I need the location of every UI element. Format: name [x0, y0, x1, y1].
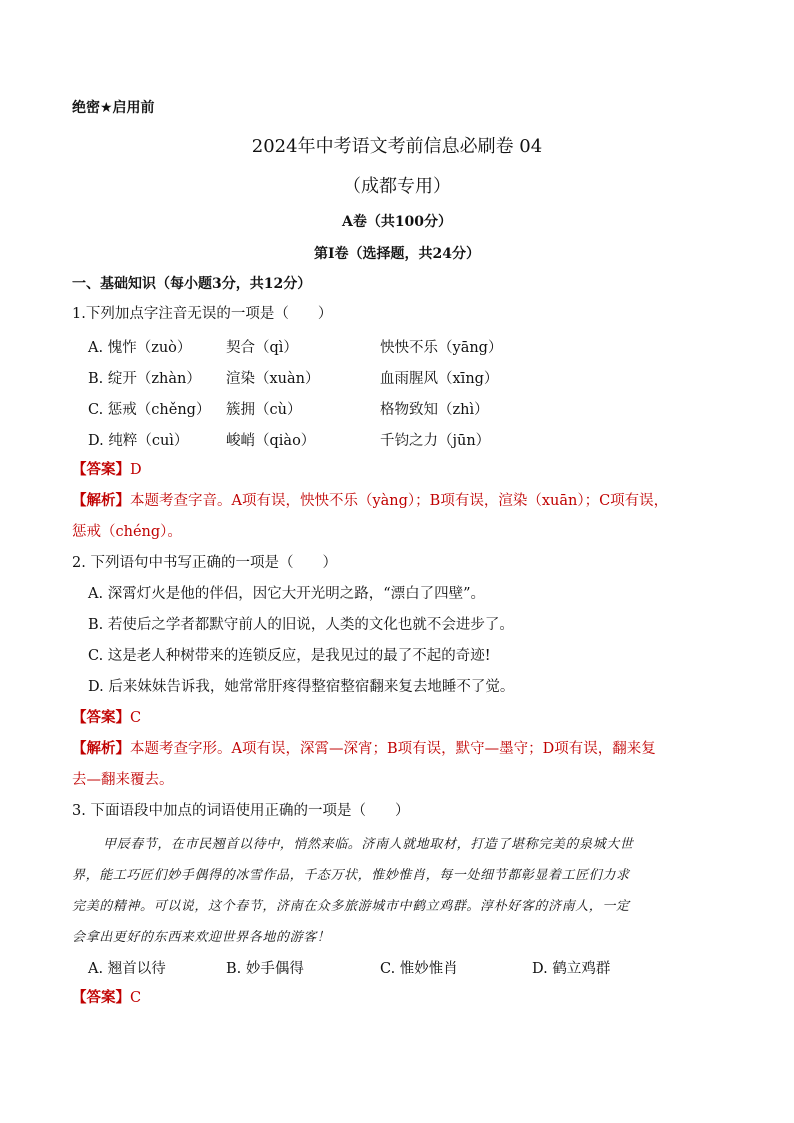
q1-option-c-1: C. 惩戒（chěng）: [88, 402, 211, 418]
q2-option-c: C. 这是老人种树带来的连锁反应，是我见过的最了不起的奇迹!: [88, 648, 491, 664]
exam-title: 2024年中考语文考前信息必刷卷 04: [251, 136, 543, 157]
q2-analysis-cont: 去—翻来覆去。: [72, 772, 174, 788]
analysis-text: 本题考查字音。A项有误，怏怏不乐（yàng）；B项有误，渲染（xuān）；C项有误，: [130, 493, 669, 509]
q1-option-c-3: 格物致知（zhì）: [380, 402, 489, 418]
q3-option-c: C. 惟妙惟肖: [380, 961, 458, 977]
q1-option-a-1: A. 愧怍（zuò）: [88, 340, 192, 356]
exam-subtitle: （成都专用）: [343, 176, 451, 197]
q1-option-d-1: D. 纯粹（cuì）: [88, 433, 189, 449]
q1-option-a-3: 怏怏不乐（yāng）: [380, 340, 503, 356]
answer-tag: 【答案】: [72, 462, 130, 478]
answer-tag: 【答案】: [72, 710, 130, 726]
q3-passage-line-4: 会拿出更好的东西来欢迎世界各地的游客！: [72, 930, 331, 945]
q1-option-d-3: 千钧之力（jūn）: [380, 433, 491, 449]
answer-value: C: [130, 990, 142, 1006]
q1-option-b-1: B. 绽开（zhàn）: [88, 371, 201, 387]
q3-passage-line-2: 界，能工巧匠们妙手偶得的冰雪作品，千态万状，惟妙惟肖，每一处细节都彰显着工匠们力求: [72, 868, 630, 883]
q2-option-d: D. 后来妹妹告诉我，她常常肝疼得整宿整宿翻来复去地睡不了觉。: [88, 679, 515, 695]
q2-option-a: A. 深霄灯火是他的伴侣，因它大开光明之路，“漂白了四壁”。: [88, 586, 486, 602]
question-2-stem: 2. 下列语句中书写正确的一项是（ ）: [72, 555, 337, 571]
q3-option-d: D. 鹤立鸡群: [532, 961, 611, 977]
q1-option-a-2: 契合（qì）: [226, 340, 298, 356]
q1-option-b-2: 渲染（xuàn）: [226, 371, 320, 387]
analysis-text: 本题考查字形。A项有误，深霄—深宵；B项有误，默守—墨守；D项有误，翻来复: [130, 741, 656, 757]
q2-option-b: B. 若使后之学者都默守前人的旧说，人类的文化也就不会进步了。: [88, 617, 514, 633]
q2-analysis: [72, 739, 656, 759]
q1-option-c-2: 簇拥（cù）: [226, 402, 302, 418]
q1-option-b-3: 血雨腥风（xīng）: [380, 371, 499, 387]
question-1-stem: 1.下列加点字注音无误的一项是（ ）: [72, 306, 333, 322]
analysis-tag: 【解析】: [72, 493, 130, 509]
q2-answer: [72, 708, 141, 728]
answer-value: D: [130, 462, 142, 478]
question-3-stem: 3. 下面语段中加点的词语使用正确的一项是（ ）: [72, 803, 410, 819]
answer-value: C: [130, 710, 142, 726]
analysis-tag: 【解析】: [72, 741, 130, 757]
section-heading: 一、基础知识（每小题3分，共12分）: [72, 276, 312, 292]
volume-heading: A卷（共100分）: [341, 214, 453, 230]
q1-analysis: [72, 491, 668, 511]
q3-option-b: B. 妙手偶得: [226, 961, 304, 977]
q3-option-a: A. 翘首以待: [88, 961, 166, 977]
confidential-label: 绝密★启用前: [72, 100, 155, 116]
q3-passage-line-1: 甲辰春节，在市民翘首以待中，悄然来临。济南人就地取材，打造了堪称完美的泉城大世: [103, 837, 634, 852]
q3-passage-line-3: 完美的精神。可以说，这个春节，济南在众多旅游城市中鹤立鸡群。淳朴好客的济南人，一定: [72, 899, 630, 914]
q1-analysis-cont: 惩戒（chéng）。: [72, 524, 182, 540]
part-heading: 第Ⅰ卷（选择题，共24分）: [313, 246, 481, 262]
answer-tag: 【答案】: [72, 990, 130, 1006]
q1-answer: [72, 460, 142, 480]
q3-answer: [72, 988, 141, 1008]
q1-option-d-2: 峻峭（qiào）: [226, 433, 316, 449]
